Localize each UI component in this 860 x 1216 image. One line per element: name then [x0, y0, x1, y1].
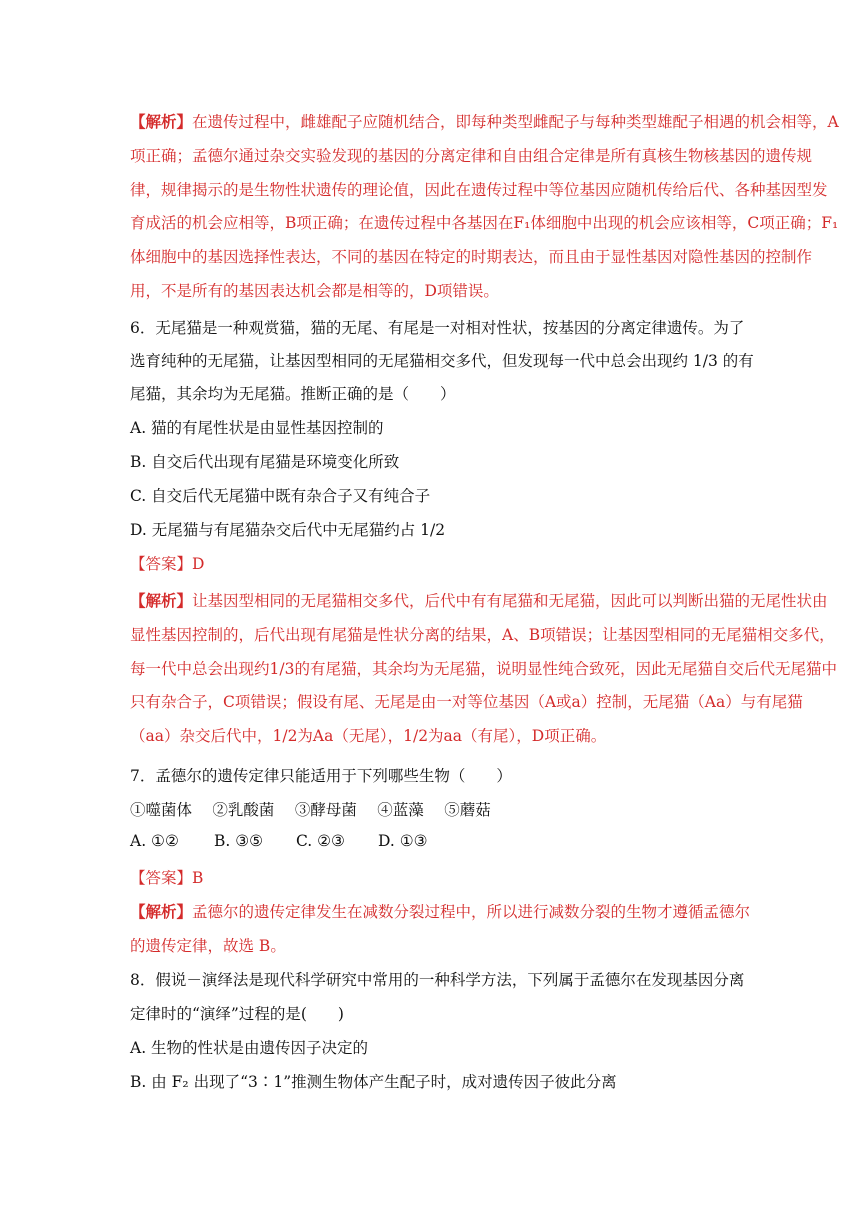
- question-6-analysis: [130, 584, 842, 754]
- question-6-option-b: B. 自交后代出现有尾猫是环境变化所致: [130, 453, 400, 471]
- question-6-answer: 【答案】D: [130, 555, 205, 573]
- question-7-option-a: A. ①②: [130, 832, 179, 850]
- analysis-5: [130, 105, 842, 309]
- question-6-line-1: 6．无尾猫是一种观赏猫，猫的无尾、有尾是一对相对性状，按基因的分离定律遗传。为了: [130, 319, 745, 337]
- question-8-option-b: B. 由 F₂ 出现了“3∶1”推测生物体产生配子时，成对遗传因子彼此分离: [130, 1073, 617, 1091]
- question-7-option-c: C. ②③: [296, 832, 345, 850]
- question-7-analysis-line-1: [130, 900, 750, 922]
- analysis-tag: 【解析】: [130, 112, 193, 131]
- analysis-tag: 【解析】: [130, 591, 193, 610]
- question-7-option-d: D. ①③: [378, 832, 428, 850]
- question-8-line-2: 定律时的“演绎”过程的是( ): [130, 1005, 344, 1023]
- question-6-line-3: 尾猫，其余均为无尾猫。推断正确的是（ ）: [130, 385, 456, 403]
- question-8-line-1: 8．假说－演绎法是现代科学研究中常用的一种科学方法，下列属于孟德尔在发现基因分离: [130, 971, 745, 989]
- question-7-options: [130, 832, 428, 850]
- analysis-5-text: 在遗传过程中，雌雄配子应随机结合，即每种类型雌配子与每种类型雄配子相遇的机会相等，A项正确；孟德尔通过杂交实验发现的基因的分离定律和自由组合定律是所有真核生物核基因的遗传规律，规律揭示的是生物性状遗传的理论值，因此在遗传过程中等位基因应随机传给后代、各种基因型发育成活的机会应相等，B项正确；在遗传过程中各基因在F₁体细胞中出现的机会应该相等，C项正确；F₁体细胞中的基因选择性表达，不同的基因在特定的时期表达，而且由于显性基因对隐性基因的控制作用，不是所有的基因表达机会都是相等的，D项错误。: [130, 113, 839, 300]
- question-6-option-a: A. 猫的有尾性状是由显性基因控制的: [130, 419, 384, 437]
- question-7-items: ①噬菌体 ②乳酸菌 ③酵母菌 ④蓝藻 ⑤蘑菇: [130, 801, 491, 819]
- question-7-analysis-line-2: 的遗传定律，故选 B。: [130, 937, 286, 955]
- question-7-line-1: 7．孟德尔的遗传定律只能适用于下列哪些生物（ ）: [130, 767, 512, 785]
- question-6-option-c: C. 自交后代无尾猫中既有杂合子又有纯合子: [130, 487, 431, 505]
- question-6-option-d: D. 无尾猫与有尾猫杂交后代中无尾猫约占 1/2: [130, 521, 446, 539]
- question-6-line-2: 选育纯种的无尾猫，让基因型相同的无尾猫相交多代，但发现每一代中总会出现约 1/3 的有: [130, 352, 754, 370]
- question-7-analysis-text-1: 孟德尔的遗传定律发生在减数分裂过程中，所以进行减数分裂的生物才遵循孟德尔: [192, 903, 751, 921]
- question-7-option-b: B. ③⑤: [214, 832, 264, 850]
- analysis-tag: 【解析】: [130, 902, 193, 921]
- question-7-answer: 【答案】B: [130, 869, 204, 887]
- question-6-analysis-text: 让基因型相同的无尾猫相交多代，后代中有有尾猫和无尾猫，因此可以判断出猫的无尾性状由显性基因控制的，后代出现有尾猫是性状分离的结果，A、B项错误；让基因型相同的无尾猫相交多代，每一代中总会出现约1/3的有尾猫，其余均为无尾猫，说明显性纯合致死，因此无尾猫自交后代无尾猫中只有杂合子，C项错误；假设有尾、无尾是由一对等位基因（A或a）控制，无尾猫（Aa）与有尾猫（aa）杂交后代中，1/2为Aa（无尾），1/2为aa（有尾），D项正确。: [130, 592, 837, 746]
- question-8-option-a: A. 生物的性状是由遗传因子决定的: [130, 1039, 369, 1057]
